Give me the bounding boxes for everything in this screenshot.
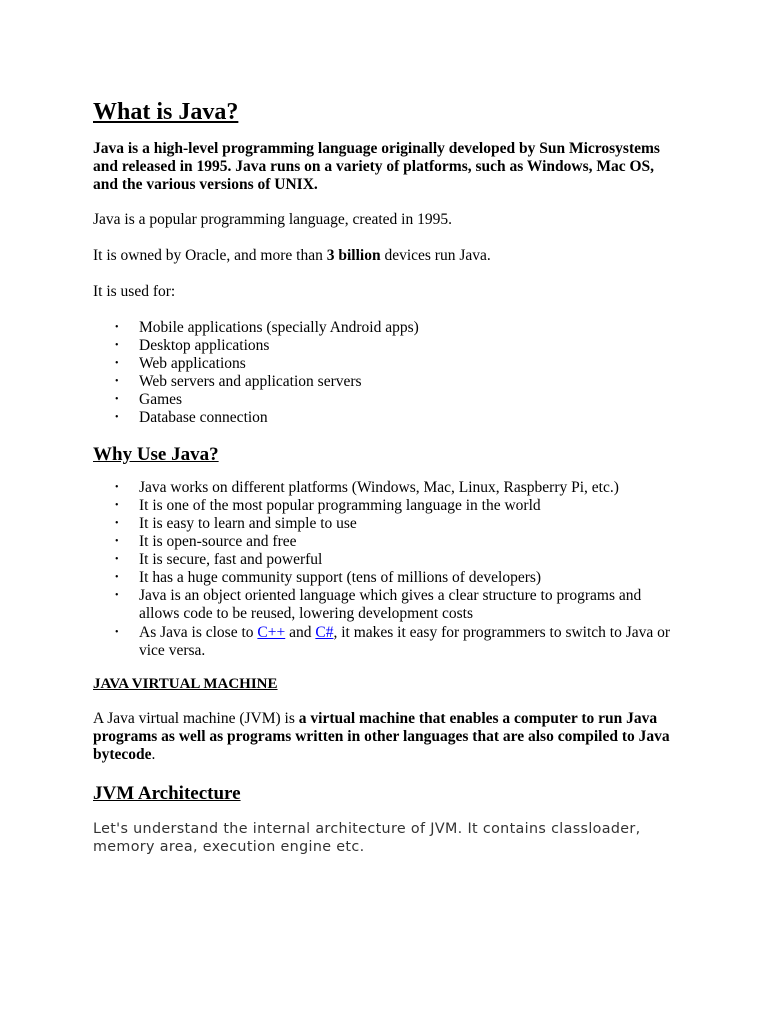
list-item: • Java works on different platforms (Windows, Mac, Linux, Raspberry Pi, etc.)	[115, 479, 619, 496]
bullet-icon: •	[115, 412, 119, 423]
bullet-icon: •	[115, 394, 119, 405]
bullet-icon: •	[115, 340, 119, 351]
csharp-link[interactable]: C#	[315, 624, 334, 641]
bullet-icon: •	[115, 590, 119, 601]
bullet-icon: •	[115, 322, 119, 333]
list-item: • It is one of the most popular programming language in the world	[115, 497, 541, 514]
bullet-icon: •	[115, 572, 119, 583]
list-item: • Java is an object oriented language which gives a clear structure to programs and allows code to be reused, lowering development costs	[115, 587, 642, 622]
bullet-icon: •	[115, 482, 119, 493]
bullet-icon: •	[115, 536, 119, 547]
list-item: • Desktop applications	[115, 337, 270, 354]
used-for-paragraph: It is used for:	[93, 283, 176, 300]
list-item: • As Java is close to C++ and C#, it makes it easy for programmers to switch to Java or vice versa.	[115, 624, 671, 659]
owned-paragraph	[93, 247, 675, 265]
cpp-link[interactable]: C++	[257, 624, 286, 641]
intro-paragraph: Java is a high-level programming language originally developed by Sun Microsystems and released in 1995. Java runs on a variety of platforms, such as Windows, Mac OS, and the various versions of UNIX.	[93, 140, 660, 193]
architecture-paragraph: Let's understand the internal architecture of JVM. It contains classloader, memory area, execution engine etc.	[93, 821, 641, 855]
jvm-heading: JAVA VIRTUAL MACHINE	[93, 676, 278, 692]
list-item: • Web applications	[115, 355, 246, 372]
bullet-icon: •	[115, 518, 119, 529]
why-list	[93, 479, 675, 660]
bullet-icon: •	[115, 376, 119, 387]
why-use-java-heading: Why Use Java?	[93, 444, 219, 465]
list-item: • It is open-source and free	[115, 533, 297, 550]
bullet-icon: •	[115, 554, 119, 565]
page-title: What is Java?	[93, 99, 239, 125]
list-item: • Web servers and application servers	[115, 373, 362, 390]
billion-emphasis: 3 billion	[326, 247, 381, 264]
created-paragraph: Java is a popular programming language, created in 1995.	[93, 211, 452, 228]
list-item: • It is easy to learn and simple to use	[115, 515, 357, 532]
list-item: • Database connection	[115, 409, 268, 426]
list-item: • Mobile applications (specially Android apps)	[115, 319, 419, 336]
uses-list	[93, 319, 675, 427]
jvm-definition: a virtual machine that enables a computer to run Java programs as well as programs written in other languages that are also compiled to Java bytecode	[93, 710, 670, 763]
list-item: • It is secure, fast and powerful	[115, 551, 323, 568]
list-item: • It has a huge community support (tens of millions of developers)	[115, 569, 542, 586]
owned-text-before: It is owned by Oracle, and more than	[93, 247, 327, 264]
owned-text-after: devices run Java.	[380, 247, 491, 264]
bullet-icon: •	[115, 358, 119, 369]
jvm-paragraph: A Java virtual machine (JVM) is a virtual machine that enables a computer to run Java programs as well as programs written in other languages that are also compiled to Java bytecode.	[93, 710, 670, 763]
jvm-architecture-heading: JVM Architecture	[93, 783, 241, 804]
list-item: • Games	[115, 391, 183, 408]
bullet-icon: •	[115, 500, 119, 511]
document-page	[93, 96, 675, 856]
bullet-icon: •	[115, 627, 119, 638]
